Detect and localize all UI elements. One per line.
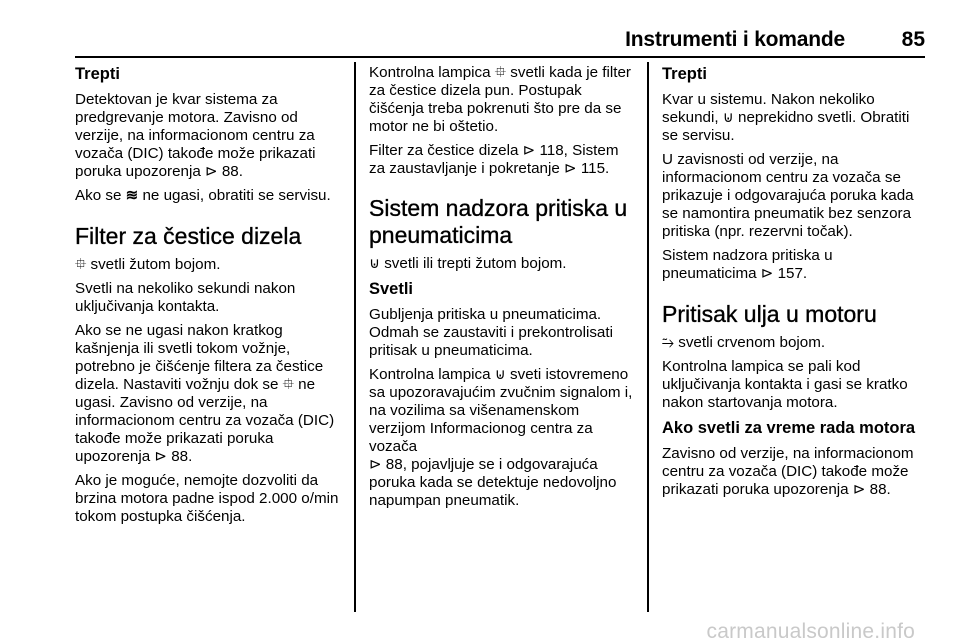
column-1 bbox=[75, 64, 345, 532]
page-ref-icon: ⊳ bbox=[369, 456, 382, 473]
paragraph: ⊍ svetli ili trepti žutom bojom. bbox=[369, 255, 567, 272]
paragraph: Svetli na nekoliko sekundi nakon uključivanja kontakta. bbox=[75, 280, 296, 315]
page-ref-icon: ⊳ bbox=[760, 265, 774, 282]
tire-pressure-icon: ⊍ bbox=[369, 255, 380, 272]
paragraph: Ako se ne ugasi nakon kratkog kašnjenja ili svetli tokom vožnje, potrebno je čišćenje filtera za čestice dizela. Nastaviti vožnju dok se ⯐ ne ugasi. Zavisno od verzije, na informacionom centru za vozača (DIC) takođe može prikazati poruka upozorenja ⊳ 88. bbox=[75, 322, 335, 465]
heading-trepti: Trepti bbox=[75, 65, 120, 83]
page-ref-icon: ⊳ bbox=[205, 163, 218, 180]
paragraph: Kontrolna lampica se pali kod uključivanja kontakta i gasi se kratko nakon startovanja motora. bbox=[662, 358, 908, 411]
page-ref-icon: ⊳ bbox=[564, 160, 577, 177]
page-number: 85 bbox=[901, 28, 925, 51]
paragraph: Kvar u sistemu. Nakon nekoliko sekundi, ⊍ neprekidno svetli. Obratiti se servisu. bbox=[662, 91, 910, 144]
heading-engine-running: Ako svetli za vreme rada motora bbox=[662, 419, 916, 437]
heading-svetli: Svetli bbox=[369, 280, 414, 298]
paragraph: Ako se ≋ ne ugasi, obratiti se servisu. bbox=[75, 187, 331, 204]
glow-plug-icon: ≋ bbox=[125, 187, 139, 204]
heading-trepti: Trepti bbox=[662, 65, 707, 83]
column-divider-1 bbox=[354, 62, 356, 612]
column-3 bbox=[662, 64, 928, 505]
oil-can-icon: ⥲ bbox=[662, 334, 675, 351]
heading-tpms: Sistem nadzora pritiska u pneumaticima bbox=[369, 195, 628, 248]
paragraph: ⯐ svetli žutom bojom. bbox=[75, 256, 221, 273]
diesel-particle-filter-icon: ⯐ bbox=[75, 256, 87, 273]
header-title: Instrumenti i komande bbox=[625, 28, 845, 51]
header-rule bbox=[75, 56, 925, 58]
diesel-particle-filter-icon: ⯐ bbox=[282, 376, 294, 393]
column-divider-2 bbox=[647, 62, 649, 612]
page-ref-icon: ⊳ bbox=[154, 448, 167, 465]
watermark: carmanualsonline.info bbox=[706, 620, 915, 643]
page-ref-icon: ⊳ bbox=[852, 481, 866, 498]
heading-filter: Filter za čestice dizela bbox=[75, 223, 302, 249]
diesel-particle-filter-icon: ⯐ bbox=[494, 64, 507, 81]
tire-pressure-icon: ⊍ bbox=[722, 109, 734, 126]
paragraph: Kontrolna lampica ⊍ sveti istovremeno sa upozoravajućim zvučnim signalom i, na vozilima sa višenamenskom verzijom Informacionog centra za vozača ⊳ 88, pojavljuje se i odgovarajuća poruka kada se detektuje nedovoljno napumpan pneumatik. bbox=[369, 366, 633, 509]
paragraph: Filter za čestice dizela ⊳ 118, Sistem za zaustavljanje i pokretanje ⊳ 115. bbox=[369, 142, 619, 177]
paragraph: ⥲ svetli crvenom bojom. bbox=[662, 334, 826, 351]
paragraph: Ako je moguće, nemojte dozvoliti da brzina motora padne ispod 2.000 o/min tokom postupka čišćenja. bbox=[75, 472, 339, 525]
column-2 bbox=[369, 64, 635, 516]
paragraph: Detektovan je kvar sistema za predgrevanje motora. Zavisno od verzije, na informacionom centru za vozača (DIC) takođe može prikazati poruka upozorenja ⊳ 88. bbox=[75, 91, 316, 180]
paragraph: U zavisnosti od verzije, na informacionom centru za vozača se prikazuje i odgovarajuća poruka kada se namontira pneumatik bez senzora pritiska (npr. rezervni točak). bbox=[662, 151, 914, 240]
paragraph: Gubljenja pritiska u pneumaticima. Odmah se zaustaviti i prekontrolisati pritisak u pneumaticima. bbox=[369, 306, 613, 359]
tire-pressure-icon: ⊍ bbox=[494, 366, 506, 383]
paragraph: Sistem nadzora pritiska u pneumaticima ⊳ 157. bbox=[662, 247, 833, 282]
paragraph: Zavisno od verzije, na informacionom centru za vozača (DIC) takođe može prikazati poruka upozorenja ⊳ 88. bbox=[662, 445, 914, 498]
heading-oil-pressure: Pritisak ulja u motoru bbox=[662, 301, 877, 327]
paragraph: Kontrolna lampica ⯐ svetli kada je filter za čestice dizela pun. Postupak čišćenja treba pokrenuti što pre da se motor ne bi oštetio. bbox=[369, 64, 631, 135]
page-header bbox=[75, 28, 925, 58]
page-ref-icon: ⊳ bbox=[522, 142, 536, 159]
